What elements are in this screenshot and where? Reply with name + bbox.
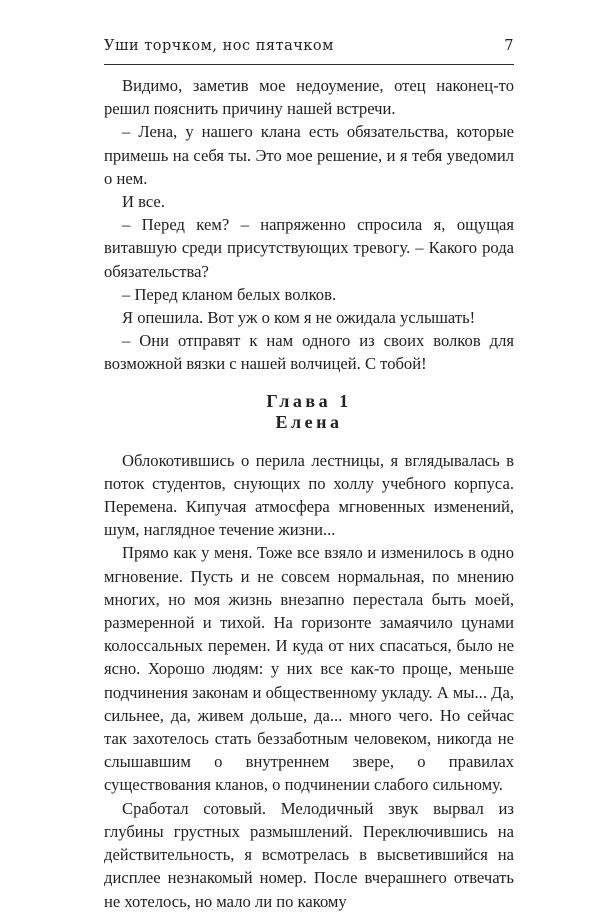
running-title: Уши торчком, нос пятачком bbox=[104, 38, 334, 54]
paragraph: Сработал сотовый. Мелодичный звук вырвал из глубины грустных размышлений. Переключившись на действительность, я всмотрелась в высветившийся на дисплее незнакомый номер. После вчерашнего отвечать не хотелось, но мало ли по какому bbox=[104, 798, 514, 911]
paragraph: – Лена, у нашего клана есть обязательства, которые примешь на себя ты. Это мое решение, и я тебя уведомил о нем. bbox=[104, 122, 514, 188]
chapter-heading bbox=[104, 391, 514, 433]
running-header bbox=[104, 38, 514, 54]
paragraph: Облокотившись о перила лестницы, я вглядывалась в поток студентов, снующих по холлу учебного корпуса. Перемена. Кипучая атмосфера мгновенных изменений, шум, наглядное течение жизни... bbox=[104, 450, 514, 540]
chapter-number: Глава 1 bbox=[266, 390, 352, 411]
paragraph: Я опешила. Вот уж о ком я не ожидала услышать! bbox=[122, 308, 476, 328]
paragraph: – Перед кланом белых волков. bbox=[122, 284, 337, 304]
paragraph: Видимо, заметив мое недоумение, отец наконец-то решил пояснить причину нашей встречи. bbox=[104, 76, 514, 119]
page-number: 7 bbox=[504, 38, 514, 54]
chapter-title: Елена bbox=[275, 411, 343, 432]
paragraph: И все. bbox=[122, 192, 165, 212]
header-rule bbox=[104, 64, 514, 65]
paragraph: – Они отправят к нам одного из своих волков для возможной вязки с нашей волчицей. С тобой! bbox=[104, 331, 514, 374]
page-body bbox=[104, 74, 514, 913]
paragraph: – Перед кем? – напряженно спросила я, ощущая витавшую среди присутствующих тревогу. – Какого рода обязательства? bbox=[104, 215, 514, 281]
paragraph: Прямо как у меня. Тоже все взяло и изменилось в одно мгновение. Пусть и не совсем нормальная, по мнению многих, но моя жизнь внезапно перестала быть моей, размеренной и тихой. На горизонте замаячило цунами колоссальных перемен. И куда от них спасаться, было не ясно. Хорошо людям: у них все как-то проще, меньше подчинения законам и общественному укладу. А мы... Да, сильнее, да, живем дольше, да... много чего. Но сейчас так захотелось стать беззаботным человеком, никогда не слышавшим о внутреннем звере, о правилах существования кланов, о подчинении слабого сильному. bbox=[104, 543, 514, 795]
